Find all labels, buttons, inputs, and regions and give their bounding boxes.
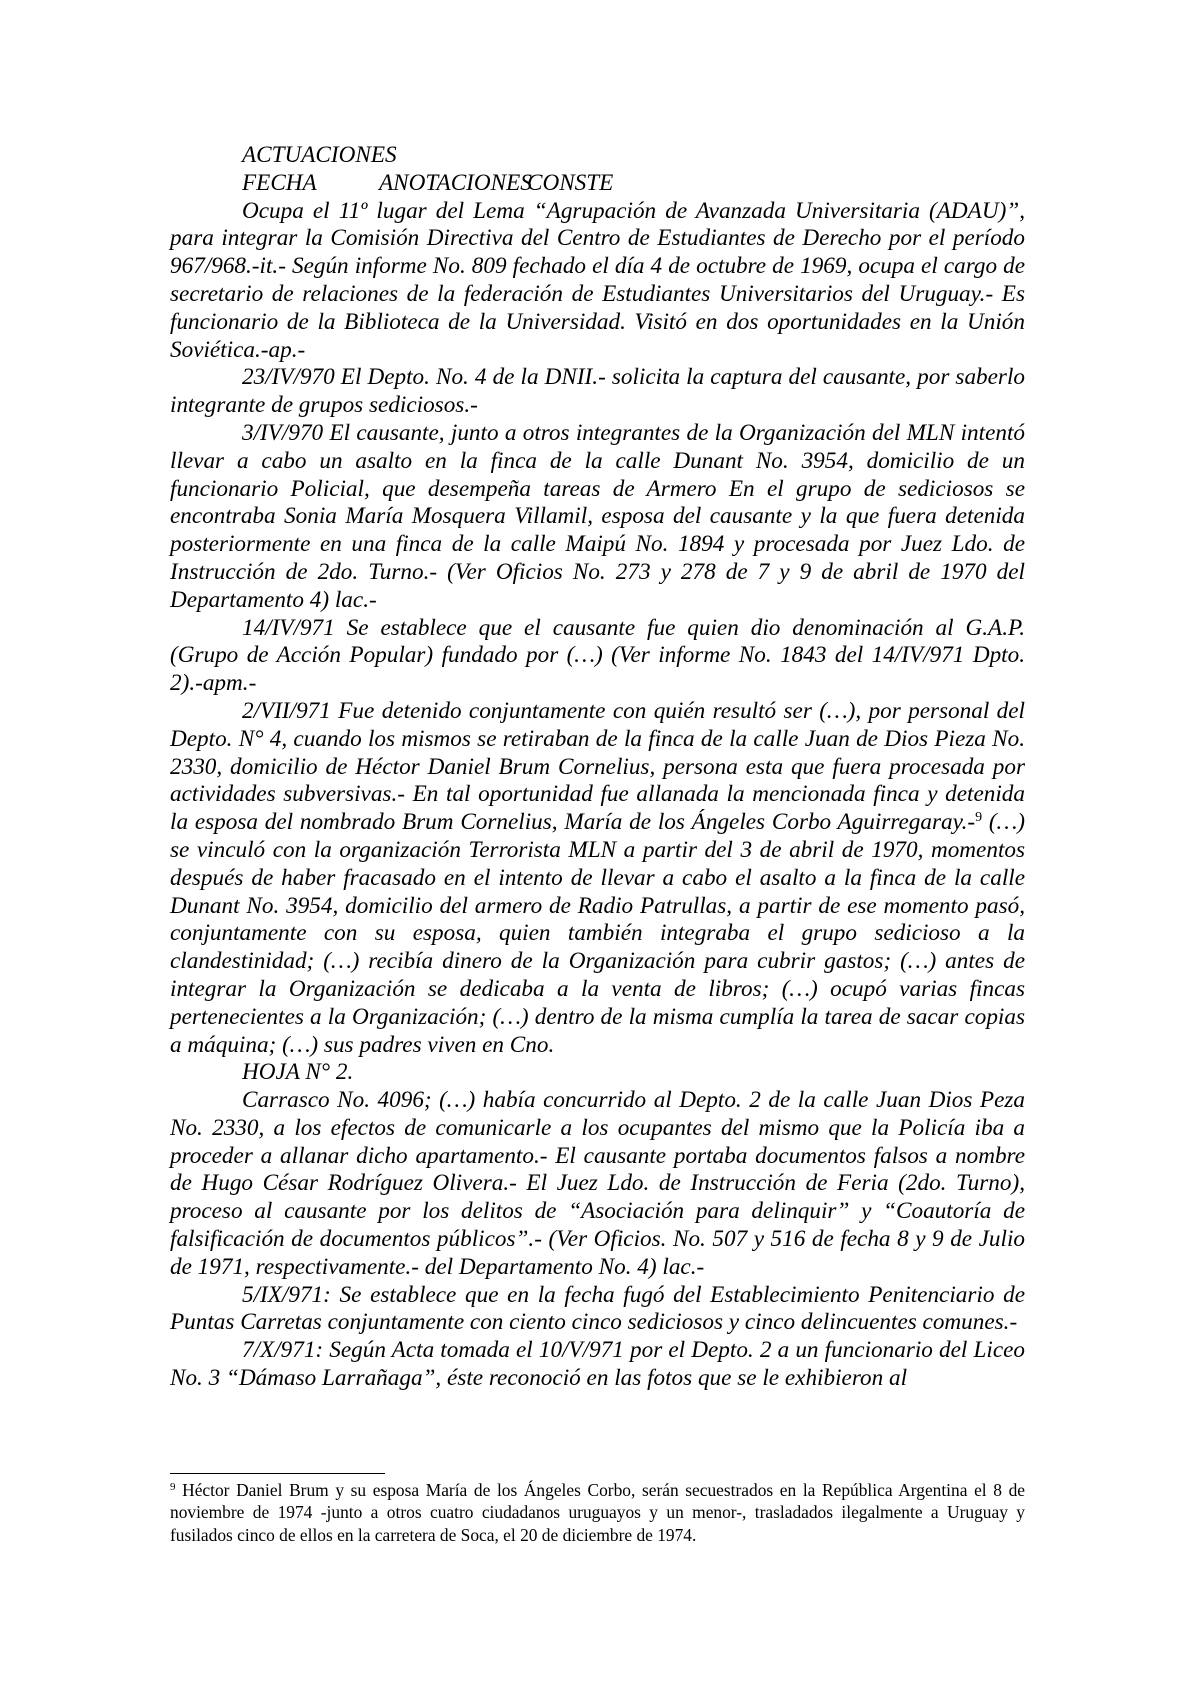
hoja-heading: HOJA N° 2. <box>242 1059 354 1086</box>
paragraph-7: Carrasco No. 4096; (…) había concurrido al Depto. 2 de la calle Juan Dios Peza No. 2330, a los efectos de comunicarle a los ocupantes del mismo que la Policía iba a proceder a allanar dicho apartamento.- El causante portaba documentos falsos a nombre de Hugo César Rodríguez Olivera.- El Juez Ldo. de Instrucción de Feria (2do. Turno), proceso al causante por los delitos de “Asociación para delinquir” y “Coautoría de falsificación de documentos públicos”.- (Ver Oficios. No. 507 y 516 de fecha 8 y 9 de Julio de 1971, respectivamente.- del Departamento No. 4) lac.- <box>170 1087 1031 1280</box>
paragraph-2: 23/IV/970 El Depto. No. 4 de la DNII.- solicita la captura del causante, por saberlo integrante de grupos sediciosos.- <box>170 364 1031 419</box>
paragraph-5-part-b: (…) se vinculó con la organización Terrorista MLN a partir del 3 de abril de 1970, momentos después de haber fracasado en el intento de llevar a cabo el asalto a la finca de la calle Dunant No. 3954, domicilio del armero de Radio Patrullas, a partir de ese momento pasó, conjuntamente con su esposa, quien también integraba el grupo sedicioso a la clandestinidad; (…) recibía dinero de la Organización para cubrir gastos; (…) antes de integrar la Organización se dedicaba a la venta de libros; (…) ocupó varias fincas pertenecientes a la Organización; (…) dentro de la misma cumplía la tarea de sacar copias a máquina; (…) sus padres viven en Cno. <box>170 809 1031 1058</box>
footnote-separator <box>170 1473 385 1474</box>
actuaciones-heading <box>170 142 1025 170</box>
actuaciones-title: ACTUACIONES <box>242 142 397 168</box>
footnote <box>170 1479 1025 1546</box>
paragraph-3: 3/IV/970 El causante, junto a otros integrantes de la Organización del MLN intentó llevar a cabo un asalto en la finca de la calle Dunant No. 3954, domicilio de un funcionario Policial, que desempeña tareas de Armero En el grupo de sediciosos se encontraba Sonia María Mosquera Villamil, esposa del causante y la que fuera detenida posteriormente en una finca de la calle Maipú No. 1894 y procesada por Juez Ldo. de Instrucción de 2do. Turno.- (Ver Oficios No. 273 y 278 de 7 y 9 de abril de 1970 del Departamento 4) lac.- <box>170 419 1031 613</box>
document-body <box>170 142 1031 1393</box>
footnote-text: Héctor Daniel Brum y su esposa María de los Ángeles Corbo, serán secuestrados en la República Argentina el 8 de noviembre de 1974 -junto a otros cuatro ciudadanos uruguayos y un menor-, trasladados ilegalmente a Uruguay y fusilados cinco de ellos en la carretera de Soca, el 20 de diciembre de 1974. <box>170 1480 1025 1545</box>
footnote-reference[interactable]: 9 <box>975 810 983 826</box>
footnote-number: 9 <box>170 1481 176 1493</box>
paragraph-9: 7/X/971: Según Acta tomada el 10/V/971 por el Depto. 2 a un funcionario del Liceo No. 3 “Dámaso Larrañaga”, éste reconoció en las fotos que se le exhibieron al <box>170 1337 1031 1392</box>
column-conste: CONSTE <box>527 169 614 196</box>
column-anotaciones: ANOTACIONES <box>379 169 532 196</box>
paragraph-5-part-a: 2/VII/971 Fue detenido conjuntamente con quién resultó ser (…), por personal del Depto. N° 4, cuando los mismos se retiraban de la finca de la calle Juan de Dios Pieza No. 2330, domicilio de Héctor Daniel Brum Cornelius, persona esta que fuera procesada por actividades subversivas.- En tal oportunidad fue allanada la mencionada finca y detenida la esposa del nombrado Brum Cornelius, María de los Ángeles Corbo Aguirregaray.- <box>170 697 1031 836</box>
paragraph-5 <box>170 697 1031 1059</box>
paragraph-8: 5/IX/971: Se establece que en la fecha fugó del Establecimiento Penitenciario de Puntas Carretas conjuntamente con ciento cinco sediciosos y cinco delincuentes comunes.- <box>170 1281 1031 1336</box>
paragraph-1: Ocupa el 11º lugar del Lema “Agrupación de Avanzada Universitaria (ADAU)”, para integrar la Comisión Directiva del Centro de Estudiantes de Derecho por el período 967/968.-it.- Según informe No. 809 fechado el día 4 de octubre de 1969, ocupa el cargo de secretario de relaciones de la federación de Estudiantes Universitarios del Uruguay.- Es funcionario de la Biblioteca de la Universidad. Visitó en dos oportunidades en la Unión Soviética.-ap.- <box>170 197 1031 363</box>
column-headings <box>170 170 1025 198</box>
paragraph-4: 14/IV/971 Se establece que el causante fue quien dio denominación al G.A.P. (Grupo de Acción Popular) fundado por (…) (Ver informe No. 1843 del 14/IV/971 Dpto. 2).-apm.- <box>170 614 1031 697</box>
column-fecha: FECHA <box>242 169 317 196</box>
